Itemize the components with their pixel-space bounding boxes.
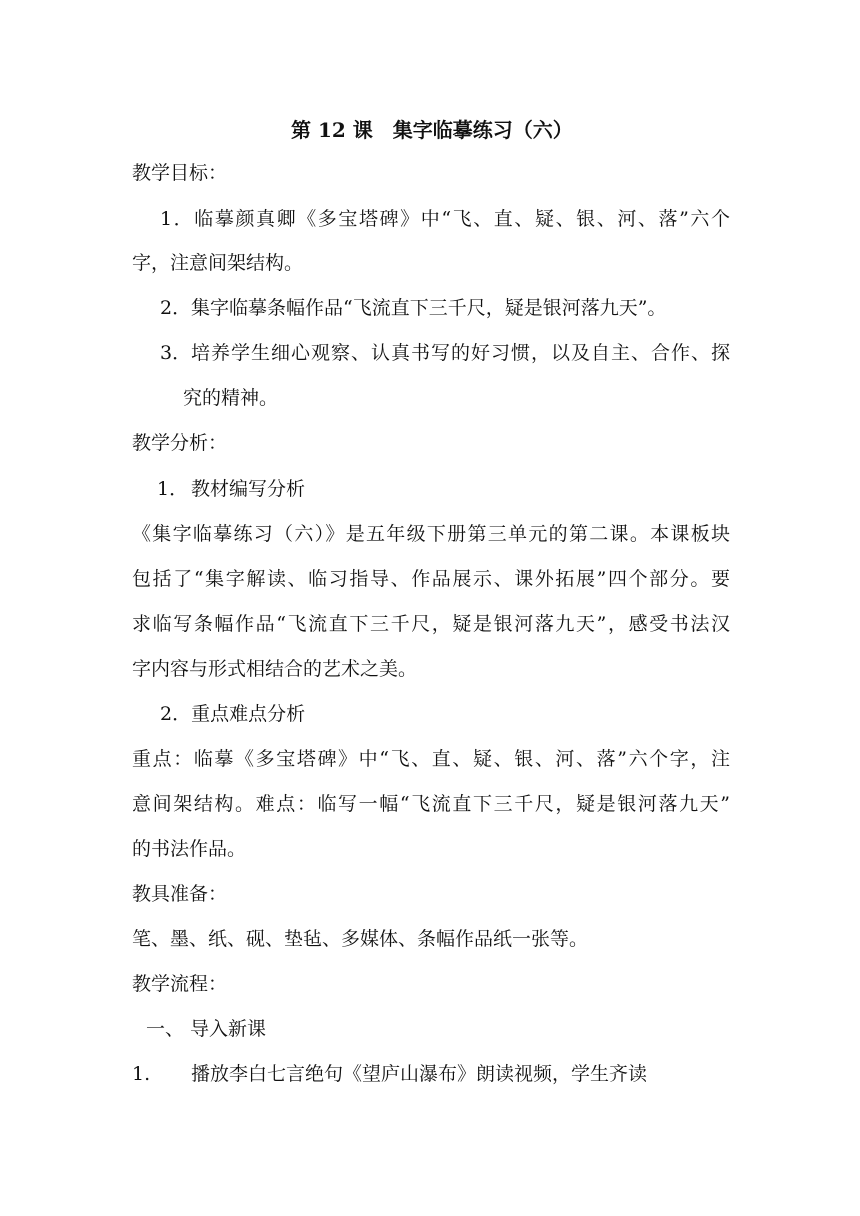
paragraph-2-line-1: 重点：临摹《多宝塔碑》中“飞、直、疑、银、河、落”六个字，注 xyxy=(132,748,730,770)
tools-text: 笔、墨、纸、砚、垫毡、多媒体、条幅作品纸一张等。 xyxy=(132,928,589,950)
analysis-1-text: 教材编写分析 xyxy=(191,478,306,500)
analysis-2-heading: 2．重点难点分析 xyxy=(160,703,306,725)
paragraph-1-line-2: 包括了“集字解读、临习指导、作品展示、课外拓展”四个部分。要 xyxy=(132,568,730,590)
goal-1-line-1: 1．临摹颜真卿《多宝塔碑》中“飞、直、疑、银、河、落”六个 xyxy=(160,208,730,230)
goal-3-line-1: 培养学生细心观察、认真书写的好习惯，以及自主、合作、探 xyxy=(191,342,730,364)
goal-2-number: 2． xyxy=(160,297,192,319)
step-1-item-text: 播放李白七言绝句《望庐山瀑布》朗读视频，学生齐读 xyxy=(191,1063,648,1085)
paragraph-1-line-1: 《集字临摹练习（六）》是五年级下册第三单元的第二课。本课板块 xyxy=(132,523,730,545)
step-1-heading: 一、 导入新课 xyxy=(146,1018,267,1040)
goal-1-line-2: 字，注意间架结构。 xyxy=(132,252,304,274)
step-1-item-number: 1. xyxy=(132,1063,151,1085)
paragraph-2-line-3: 的书法作品。 xyxy=(132,838,247,860)
analysis-heading: 教学分析： xyxy=(132,432,228,454)
paragraph-2-line-2: 意间架结构。难点：临写一幅“飞流直下三千尺，疑是银河落九天” xyxy=(132,793,730,815)
goals-heading: 教学目标： xyxy=(132,162,228,184)
analysis-1-number: 1． xyxy=(157,478,189,500)
process-heading: 教学流程： xyxy=(132,973,228,995)
goal-3-number: 3． xyxy=(160,342,192,364)
goal-2-text: 集字临摹条幅作品“飞流直下三千尺，疑是银河落九天”。 xyxy=(191,297,667,319)
page-title: 第 12 课 集字临摹练习（六） xyxy=(291,118,573,142)
paragraph-1-line-3: 求临写条幅作品“飞流直下三千尺，疑是银河落九天”，感受书法汉 xyxy=(132,613,730,635)
goal-3-line-2: 究的精神。 xyxy=(183,387,279,409)
paragraph-1-line-4: 字内容与形式相结合的艺术之美。 xyxy=(132,658,418,680)
tools-heading: 教具准备： xyxy=(132,883,228,905)
